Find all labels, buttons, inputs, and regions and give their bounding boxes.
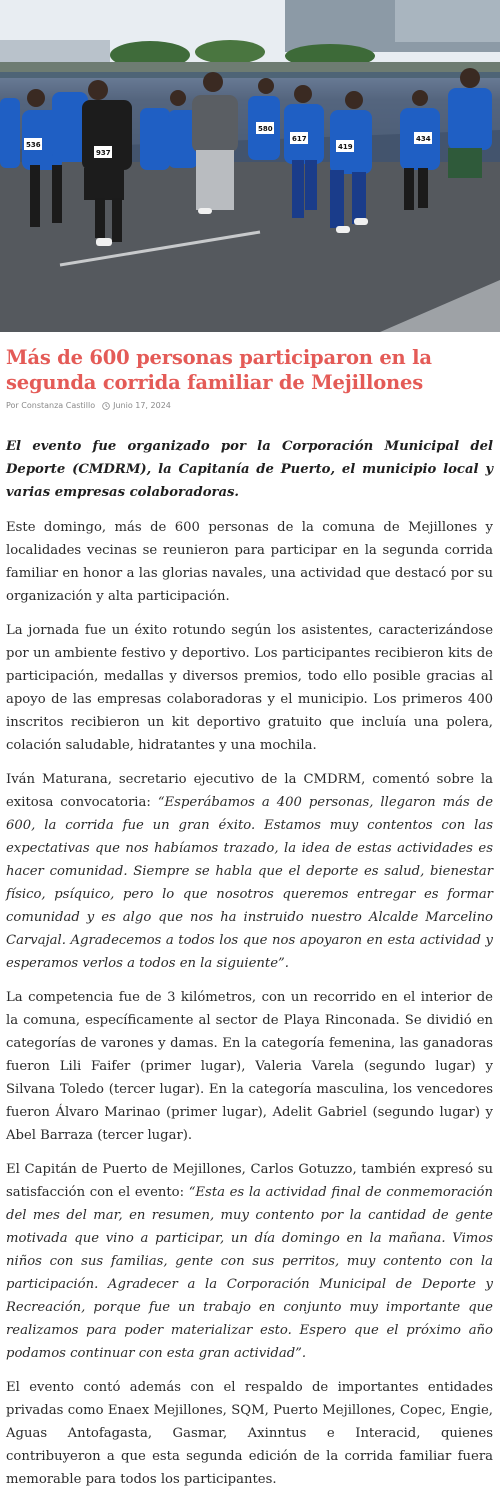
bib-number: 434 [416,135,431,143]
article-date: Junio 17, 2024 [113,401,171,410]
article-author[interactable]: Por Constanza Castillo [6,401,96,410]
bib-number: 617 [292,135,307,143]
article-lead: El evento fue organizado por la Corporación Municipal del Deporte (CMDRM), la Capitanía de Puerto, el municipio local y varias empresas colaboradoras. [6,439,493,500]
bib-number: 937 [96,149,111,157]
paragraph-with-quote [6,1158,493,1365]
article-title: Más de 600 personas participaron en la segunda corrida familiar de Mejillones [6,346,432,394]
quote: “Esperábamos a 400 personas, llegaron más de 600, la corrida fue un gran éxito. Estamos muy contentos con las expectativas que nos habíamos trazado, la idea de estas actividades es hacer comunidad. Siempre se habla que el deporte es salud, bienestar físico, psíquico, pero lo que nosotros queremos entregar es formar comunidad y es algo que nos ha instruido nuestro Alcalde Marcelino Carvajal. Agradecemos a todos los que nos apoyaron en esta actividad y esperamos verlos a todos en la siguiente”. [6,795,493,971]
paragraph-with-quote [6,768,493,975]
paragraph-intro: Iván Maturana, secretario ejecutivo de la CMDRM, comentó sobre la exitosa convocatoria: [6,772,493,810]
article-date-group [102,401,171,410]
hero-photo [0,0,500,332]
bib-number: 580 [258,125,273,133]
race-photo [0,0,500,332]
paragraph: Este domingo, más de 600 personas de la comuna de Mejillones y localidades vecinas se reunieron para participar en la segunda corrida familiar en honor a las glorias navales, una actividad que destacó por su organización y alta participación. [6,520,493,604]
article-meta [6,401,493,410]
bib-number: 419 [338,143,353,151]
paragraph-intro: El Capitán de Puerto de Mejillones, Carlos Gotuzzo, también expresó su satisfacción con el evento: [6,1162,493,1200]
paragraph: La competencia fue de 3 kilómetros, con un recorrido en el interior de la comuna, específicamente al sector de Playa Rinconada. Se dividió en categorías de varones y damas. En la categoría femenina, las ganadoras fueron Lili Faifer (primer lugar), Valeria Varela (segundo lugar) y Silvana Toledo (tercer lugar). En la categoría masculina, los vencedores fueron Álvaro Marinao (primer lugar), Adelit Gabriel (segundo lugar) y Abel Barraza (tercer lugar). [6,990,493,1143]
quote: “Esta es la actividad final de conmemoración del mes del mar, en resumen, muy contento por la cantidad de gente motivada que vino a participar, un día domingo en la mañana. Vimos niños con sus familias, gente con sus perritos, muy contento con la participación. Agradecer a la Corporación Municipal de Deporte y Recreación, porque fue un trabajo en conjunto muy importante que realizamos para poder materializar esto. Espero que el próximo año podamos continuar con esta gran actividad”. [6,1185,493,1361]
paragraph: El evento contó además con el respaldo de importantes entidades privadas como Enaex Mejillones, SQM, Puerto Mejillones, Copec, Engie, Aguas Antofagasta, Gasmar, Axinntus e Interacid, quienes contribuyeron a que esta segunda edición de la corrida familiar fuera memorable para todos los participantes. [6,1380,493,1487]
clock-icon [102,402,110,410]
bib-number: 536 [26,141,41,149]
paragraph: La jornada fue un éxito rotundo según los asistentes, caracterizándose por un ambiente festivo y deportivo. Los participantes recibieron kits de participación, medallas y diversos premios, todo ello posible gracias al apoyo de las empresas colaboradoras y el municipio. Los primeros 400 inscritos recibieron un kit deportivo gratuito que incluía una polera, colación saludable, hidratantes y una mochila. [6,623,493,753]
article-body [0,345,500,1491]
